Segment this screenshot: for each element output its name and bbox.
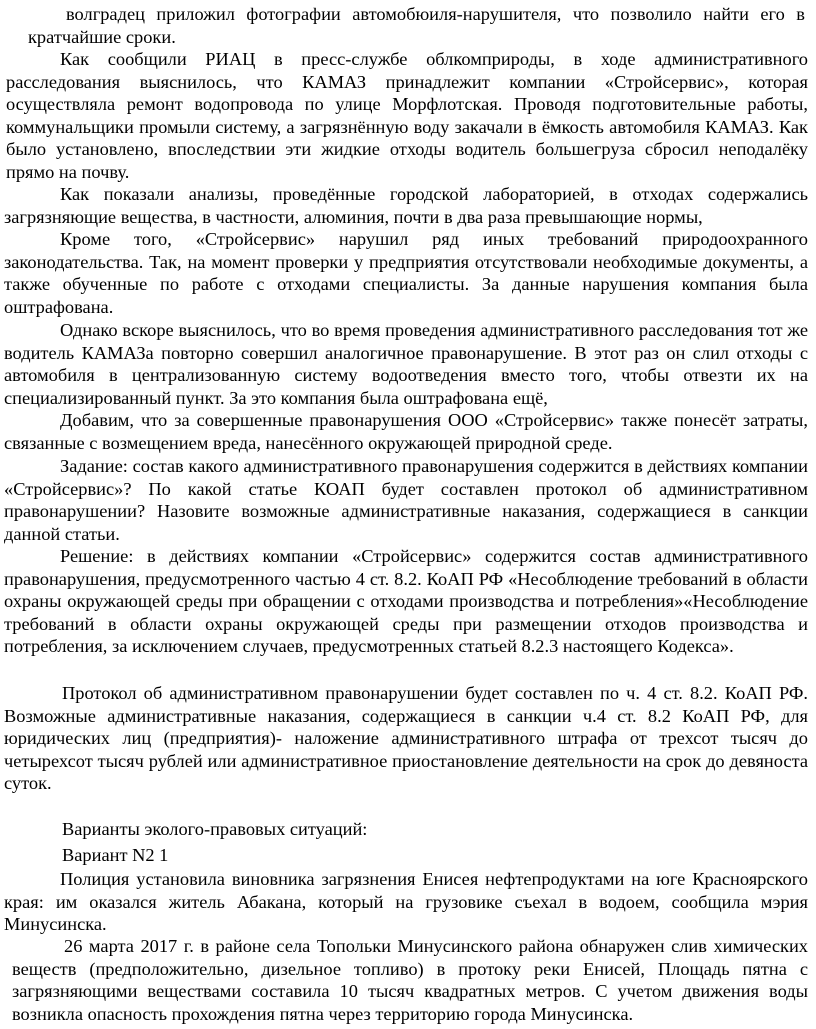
paragraph-intro-continuation: волградец приложил фотографии автомобюиля-нарушителя, что позволило найти его в кратчайшие сроки. bbox=[28, 4, 805, 47]
paragraph-lab-analysis: Как показали анализы, проведённые городской лабораторией, в отходах содержались загрязняющие вещества, в частности, алюминия, почти в два раза превышающие нормы, bbox=[4, 184, 808, 227]
paragraph-riac-report: Как сообщили РИАЦ в пресс-службе облкомприроды, в ходе административного расследования выяснилось, что КАМАЗ принадлежит компании «Стройсервис», которая осуществляла ремонт водопровода по улице Морфлотская. Проводя подготовительные работы, коммунальщики промыли систему, а загрязнённую воду закачали в ёмкость автомобиля КАМАЗ. Как было установлено, впоследствии эти жидкие отходы водитель большегруза сбросил неподалёку прямо на почву. bbox=[6, 49, 808, 182]
paragraph-protocol: Протокол об административном правонарушении будет составлен по ч. 4 ст. 8.2. КоАП РФ. Возможные административные наказания, содержащиеся в санкции ч.4 ст. 8.2 КоАП РФ, для юридических лиц (предприятия)- наложение административного штрафа от трехсот тысяч до четырехсот тысяч рублей или административное приостановление деятельности на срок до девяноста суток. bbox=[4, 683, 808, 794]
variant-title: Вариант N2 1 bbox=[62, 845, 169, 865]
paragraph-other-violations: Кроме того, «Стройсервис» нарушил ряд иных требований природоохранного законодательства. Так, на момент проверки у предприятия отсутствовали необходимые документы, а также обученные по работе с отходами специалисты. За данные нарушения компания была оштрафована. bbox=[4, 229, 808, 317]
paragraph-repeat-violation: Однако вскоре выяснилось, что во время проведения административного расследования тот же водитель КАМАЗа повторно совершил аналогичное правонарушение. В этот раз он слил отходы с автомобиля в централизованную систему водоотведения вместо того, чтобы отвезти их на специализированный пункт. За это компания была оштрафована ещё, bbox=[4, 320, 808, 408]
paragraph-variant-incident: 26 марта 2017 г. в районе села Топольки Минусинского района обнаружен слив химических веществ (предположительно, дизельное топливо) в протоку реки Енисей, Площадь пятна с загрязняющими веществами составила 10 тысяч квадратных метров. С учетом движения воды возникла опасность прохождения пятна через территорию города Минусинска. bbox=[12, 936, 808, 1024]
section-title: Варианты эколого-правовых ситуаций: bbox=[62, 819, 368, 839]
paragraph-damages: Добавим, что за совершенные правонарушения ООО «Стройсервис» также понесёт затраты, связанные с возмещением вреда, нанесённого окружающей природной среде. bbox=[4, 410, 808, 453]
paragraph-task: Задание: состав какого административного правонарушения содержится в действиях компании «Стройсервис»? По какой статье КОАП будет составлен протокол об административном правонарушении? Назовите возможные административные наказания, содержащиеся в санкции данной статьи. bbox=[4, 456, 808, 544]
paragraph-solution: Решение: в действиях компании «Стройсервис» содержится состав административного правонарушения, предусмотренного частью 4 ст. 8.2. КоАП РФ «Несоблюдение требований в области охраны окружающей среды при обращении с отходами производства и потребления»«Несоблюдение требований в области охраны окружающей среды при размещении отходов производства и потребления, за исключением случаев, предусмотренных статьей 8.2.3 настоящего Кодекса». bbox=[4, 546, 808, 657]
paragraph-variant-police: Полиция установила виновника загрязнения Енисея нефтепродуктами на юге Красноярского края: им оказался житель Абакана, который на грузовике съехал в водоем, сообщила мэрия Минусинска. bbox=[4, 869, 808, 935]
